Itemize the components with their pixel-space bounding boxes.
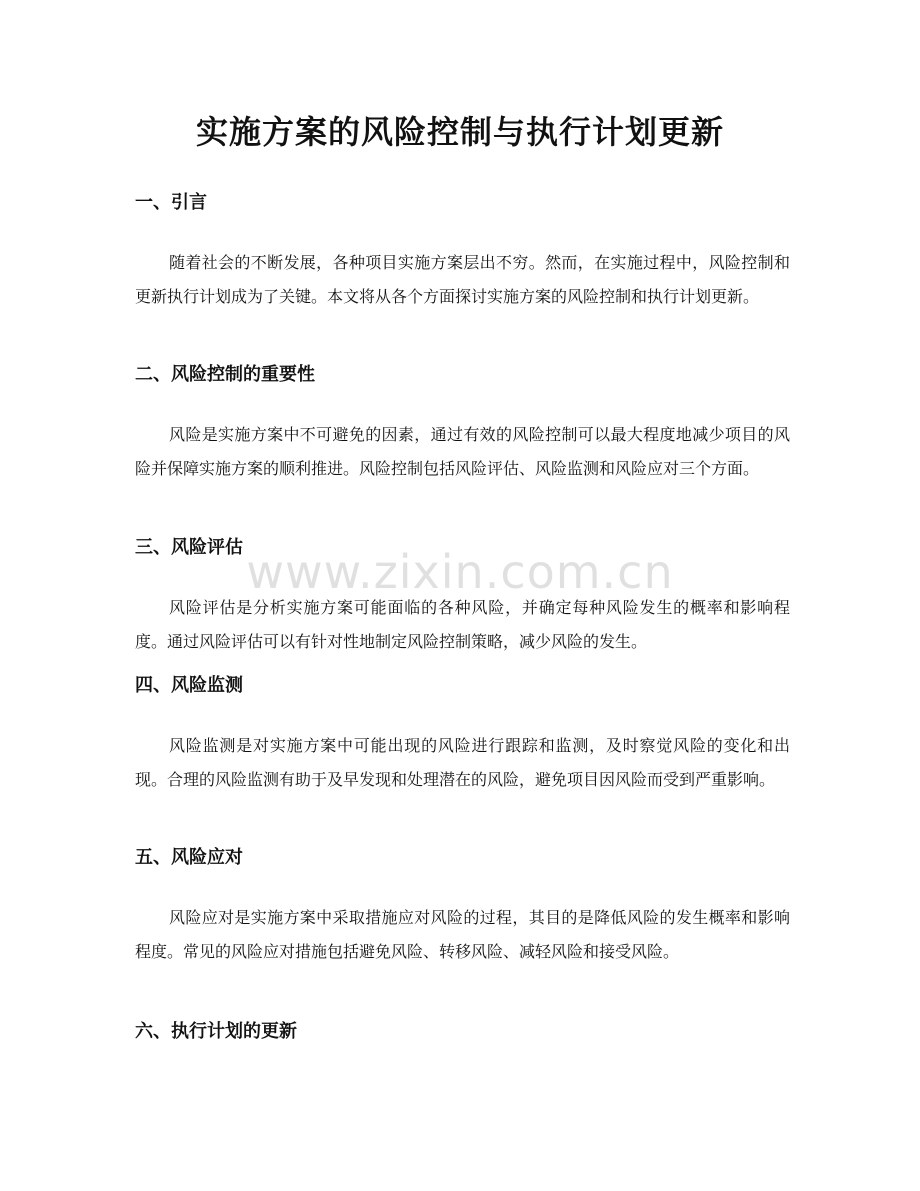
document-title: 实施方案的风险控制与执行计划更新 (195, 113, 724, 151)
section-risk-assessment (135, 535, 790, 659)
section-plan-update (135, 1019, 790, 1045)
section-body: 随着社会的不断发展，各种项目实施方案层出不穷。然而，在实施过程中，风险控制和更新执行计划成为了关键。本文将从各个方面探讨实施方案的风险控制和执行计划更新。 (135, 253, 790, 306)
section-heading: 五、风险应对 (135, 847, 243, 868)
section-risk-monitoring (135, 673, 790, 797)
section-heading: 二、风险控制的重要性 (135, 364, 315, 385)
section-heading: 三、风险评估 (135, 537, 243, 558)
section-body: 风险应对是实施方案中采取措施应对风险的过程，其目的是降低风险的发生概率和影响程度。常见的风险应对措施包括避免风险、转移风险、减轻风险和接受风险。 (135, 908, 790, 961)
section-risk-importance (135, 362, 790, 486)
section-heading: 六、执行计划的更新 (135, 1021, 297, 1042)
section-heading: 四、风险监测 (135, 675, 243, 696)
section-body: 风险是实施方案中不可避免的因素，通过有效的风险控制可以最大程度地减少项目的风险并保障实施方案的顺利推进。风险控制包括风险评估、风险监测和风险应对三个方面。 (135, 425, 790, 478)
section-heading: 一、引言 (135, 192, 207, 213)
section-introduction (135, 190, 790, 314)
section-body: 风险监测是对实施方案中可能出现的风险进行跟踪和监测，及时察觉风险的变化和出现。合理的风险监测有助于及早发现和处理潜在的风险，避免项目因风险而受到严重影响。 (135, 736, 790, 789)
section-risk-response (135, 845, 790, 969)
section-body: 风险评估是分析实施方案可能面临的各种风险，并确定每种风险发生的概率和影响程度。通过风险评估可以有针对性地制定风险控制策略，减少风险的发生。 (135, 598, 790, 651)
watermark: www.zixin.com.cn (246, 545, 674, 599)
